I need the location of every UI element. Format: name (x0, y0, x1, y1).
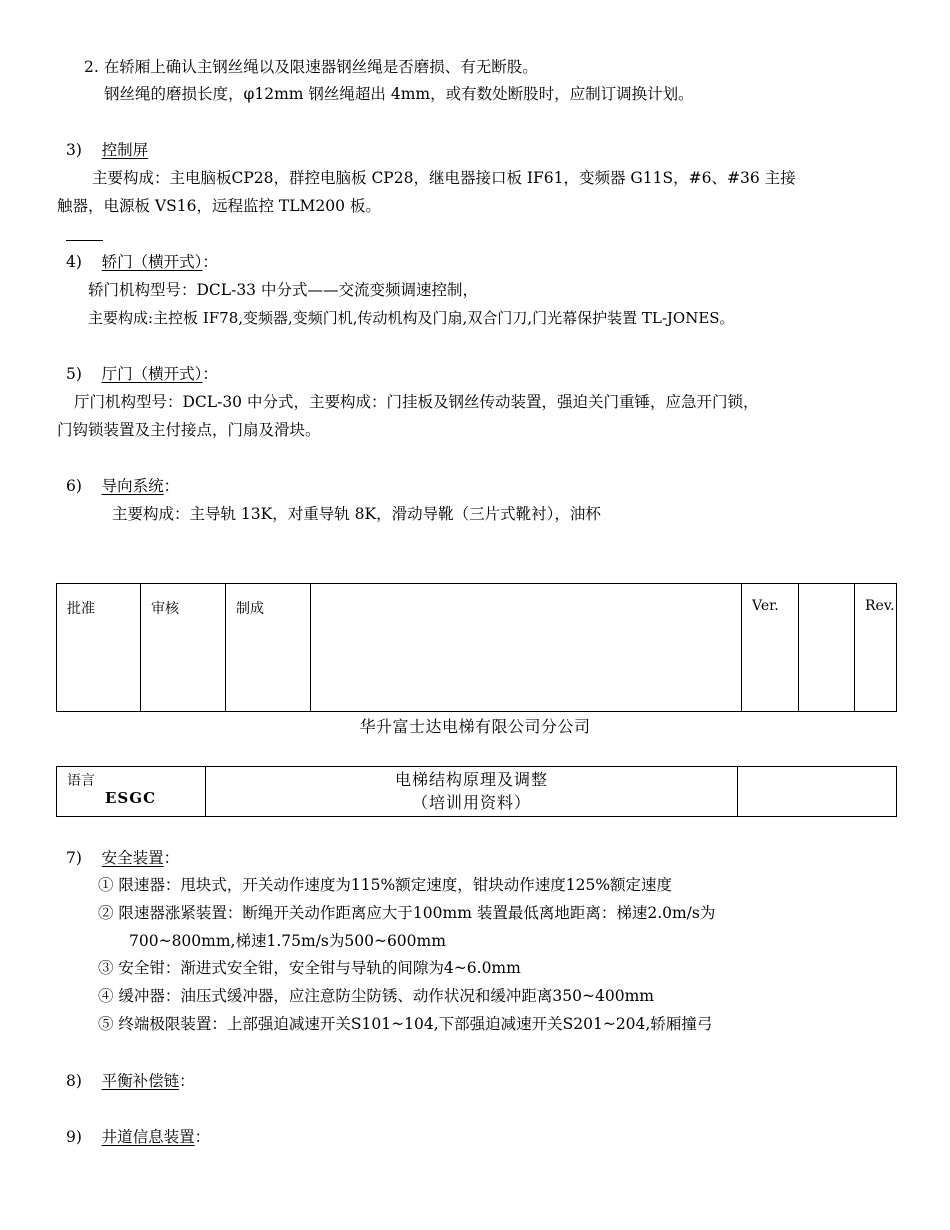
s7-num: 7) (66, 849, 82, 867)
s2-line2: 钢丝绳的磨损长度，φ12mm 钢丝绳超出 4mm，或有数处断股时，应制订调换计划。 (104, 85, 694, 103)
s5-colon: ： (202, 365, 218, 383)
language-cell (57, 767, 206, 817)
s9-heading (66, 1127, 210, 1147)
s6-title: 导向系统 (101, 477, 164, 495)
s7-item2b: 700~800mm,梯速1.75m/s为500~600mm (129, 932, 446, 950)
s6-heading (66, 476, 179, 496)
s7-item1: ① 限速器：甩块式，开关动作速度为115%额定速度，钳块动作速度125%额定速度 (98, 876, 673, 894)
s5-heading (66, 364, 218, 384)
language-code: ESGC (105, 789, 157, 807)
title-cell (206, 767, 738, 817)
section-divider (66, 240, 103, 241)
s7-item5: ⑤ 终端极限装置：上部强迫减速开关S101~104,下部强迫减速开关S201~204,轿厢撞弓 (98, 1015, 713, 1033)
s4-num: 4) (66, 253, 82, 271)
company-name: 华升富士达电梯有限公司分公司 (359, 717, 591, 736)
s9-colon: ： (194, 1128, 211, 1146)
s3-heading (66, 140, 148, 160)
document-header-table (56, 766, 897, 817)
s7-item4: ④ 缓冲器：油压式缓冲器，应注意防尘防锈、动作状况和缓冲距离350~400mm (98, 987, 654, 1005)
s7-heading (66, 848, 179, 868)
doc-title: 电梯结构原理及调整 (394, 770, 548, 789)
s6-line1: 主要构成：主导轨 13K，对重导轨 8K，滑动导靴（三片式靴衬），油杯 (112, 505, 601, 523)
s6-colon: ： (163, 477, 180, 495)
header-blank-cell (738, 767, 897, 817)
s8-title: 平衡补偿链 (101, 1072, 180, 1090)
s8-colon: ： (179, 1072, 195, 1090)
s5-num: 5) (66, 365, 82, 383)
doc-subtitle: （培训用资料） (411, 793, 531, 812)
prepare-cell: 制成 (226, 584, 311, 712)
language-label: 语言 (67, 773, 95, 789)
review-cell: 审核 (141, 584, 226, 712)
ver-cell: Ver. (742, 584, 799, 712)
s4-heading (66, 252, 218, 272)
s2-line1: 2. 在轿厢上确认主钢丝绳以及限速器钢丝绳是否磨损、有无断股。 (84, 58, 538, 76)
s3-line1: 主要构成：主电脑板CP28，群控电脑板 CP28，继电器接口板 IF61，变频器 G11S，#6、#36 主接 (92, 169, 796, 187)
s3-num: 3) (66, 141, 82, 159)
s7-colon: ： (163, 849, 180, 867)
ver-value-cell (799, 584, 855, 712)
s4-line1: 轿门机构型号：DCL-33 中分式——交流变频调速控制， (88, 281, 478, 299)
s5-title: 厅门（横开式） (101, 365, 203, 383)
s7-item2a: ② 限速器涨紧装置：断绳开关动作距离应大于100mm 装置最低离地距离：梯速2.0m/s为 (98, 904, 716, 922)
approve-cell: 批准 (57, 584, 141, 712)
s3-title: 控制屏 (101, 141, 149, 159)
blank-cell (311, 584, 742, 712)
s8-heading (66, 1071, 195, 1091)
s5-line1: 厅门机构型号：DCL-30 中分式，主要构成：门挂板及钢丝传动装置，强迫关门重锤，应急开门锁， (74, 393, 759, 411)
s8-num: 8) (66, 1072, 82, 1090)
s4-colon: ： (202, 253, 218, 271)
rev-cell: Rev. (855, 584, 897, 712)
signature-table (56, 583, 897, 712)
s9-num: 9) (66, 1128, 82, 1146)
s9-title: 井道信息装置 (101, 1128, 195, 1146)
s4-line2: 主要构成:主控板 IF78,变频器,变频门机,传动机构及门扇,双合门刀,门光幕保护装置 TL-JONES。 (88, 309, 735, 327)
s7-title: 安全装置 (101, 849, 164, 867)
s6-num: 6) (66, 477, 82, 495)
s5-line2: 门钩锁装置及主付接点，门扇及滑块。 (57, 421, 321, 439)
s7-item3: ③ 安全钳：渐进式安全钳，安全钳与导轨的间隙为4~6.0mm (98, 959, 521, 977)
s4-title: 轿门（横开式） (101, 253, 203, 271)
s3-line2: 触器，电源板 VS16，远程监控 TLM200 板。 (57, 197, 381, 215)
